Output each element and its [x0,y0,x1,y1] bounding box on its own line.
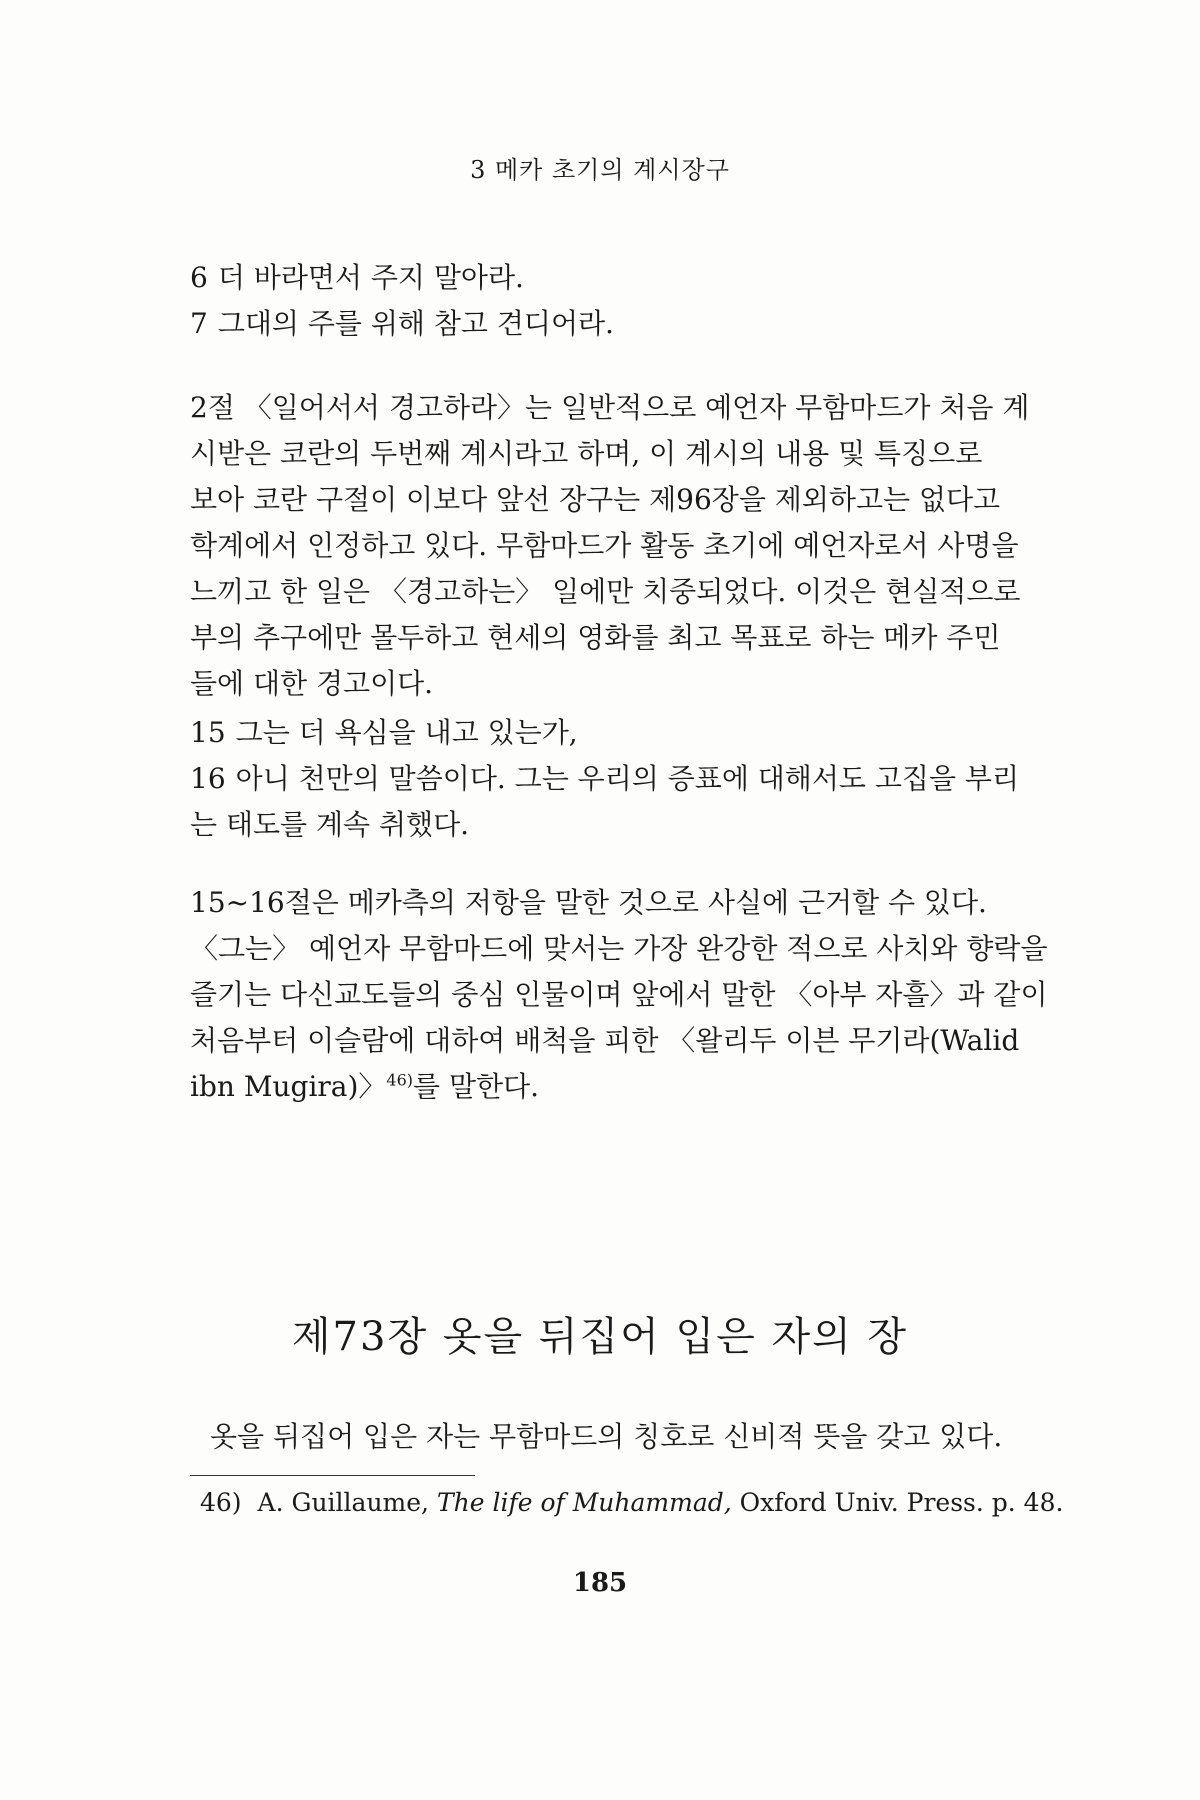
page-number: 185 [572,1568,628,1598]
verse-line [190,301,1030,347]
paragraph-line: 느끼고 한 일은 〈경고하는〉 일에만 치중되었다. 이것은 현실적으로 [190,575,1021,608]
commentary-paragraph-1 [190,385,1030,707]
paragraph-line [190,1064,1030,1110]
paragraph-line: 〈그는〉 예언자 무함마드에 맞서는 가장 완강한 적으로 사치와 향락을 [190,932,1048,965]
footnote-publisher: Oxford Univ. Press. p. 48. [739,1488,1064,1517]
paragraph-line: 학계에서 인정하고 있다. 무함마드가 활동 초기에 예언자로서 사명을 [190,529,1019,562]
paragraph-line: 들에 대한 경고이다. [190,667,434,700]
paragraph-line: 15~16절은 메카측의 저항을 말한 것으로 사실에 근거할 수 있다. [190,886,987,919]
footnote-author: A. Guillaume, [257,1488,429,1517]
verse-block-b [190,710,1030,848]
chapter-subtitle: 옷을 뒤집어 입은 자는 무함마드의 칭호로 신비적 뜻을 갖고 있다. [210,1420,1003,1453]
footnote-reference: 46) [386,1070,414,1090]
footnote [200,1488,1064,1517]
verse-text: 그는 더 욕심을 내고 있는가, [235,716,578,749]
verse-number: 15 [190,716,226,749]
paragraph-text: 를 말한다. [413,1070,540,1103]
paragraph-line: 2절 〈일어서서 경고하라〉는 일반적으로 예언자 무함마드가 처음 계 [190,391,1030,424]
verse-continuation: 는 태도를 계속 취했다. [190,808,470,841]
verse-number: 6 [190,261,208,294]
verse-number: 7 [190,307,208,340]
verse-number: 16 [190,762,226,795]
paragraph-line: 시받은 코란의 두번째 계시라고 하며, 이 계시의 내용 및 특징으로 [190,437,983,470]
verse-line [190,710,1030,756]
commentary-paragraph-2 [190,880,1048,1110]
footnote-number: 46) [200,1488,242,1517]
paragraph-line: 부의 추구에만 몰두하고 현세의 영화를 최고 목표로 하는 메카 주민 [190,621,1001,654]
verse-line [190,255,1030,301]
paragraph-line: 처음부터 이슬람에 대하여 배척을 피한 〈왈리두 이븐 무기라(Walid [190,1024,1020,1057]
footnote-divider [190,1475,475,1476]
paragraph-text: ibn Mugira)〉 [190,1070,387,1103]
paragraph-line: 즐기는 다신교도들의 중심 인물이며 앞에서 말한 〈아부 자흘〉과 같이 [190,978,1048,1011]
verse-text: 더 바라면서 주지 말아라. [217,261,524,294]
verse-line [190,756,1030,802]
footnote-title: The life of Muhammad, [436,1488,732,1517]
verse-block-a [190,255,1030,347]
verse-text: 그대의 주를 위해 참고 견디어라. [217,307,614,340]
verse-text: 아니 천만의 말씀이다. 그는 우리의 증표에 대해서도 고집을 부리 [235,762,1019,795]
chapter-title: 제73장 옷을 뒤집어 입은 자의 장 [291,1314,909,1360]
paragraph-line: 보아 코란 구절이 이보다 앞선 장구는 제96장을 제외하고는 없다고 [190,483,1001,516]
running-head: 3 메카 초기의 계시장구 [470,156,730,184]
